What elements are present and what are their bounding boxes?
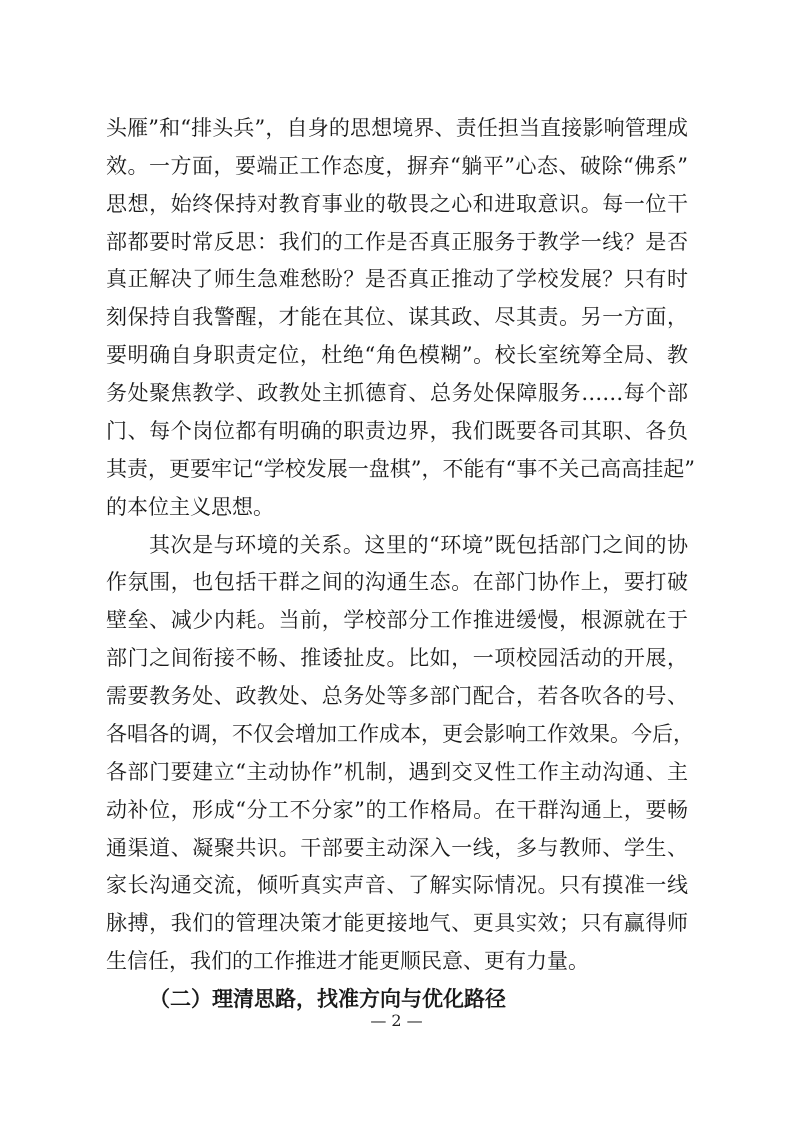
paragraph-line: 的本位主义思想。 [106,495,274,519]
paragraph-line: 家长沟通交流，倾听真实声音、了解实际情况。只有摸准一线 [106,873,688,897]
paragraph-line: 脉搏，我们的管理决策才能更接地气、更具实效；只有赢得师 [106,911,688,935]
section-heading: （二）理清思路，找准方向与优化路径 [149,986,506,1011]
paragraph-line: 通渠道、凝聚共识。干部要主动深入一线，多与教师、学生、 [106,836,688,860]
paragraph-line: 刻保持自我警醒，才能在其位、谋其政、尽其责。另一方面， [106,305,688,329]
paragraph-line: 真正解决了师生急难愁盼？是否真正推动了学校发展？只有时 [106,267,688,291]
paragraph-line: 各唱各的调，不仅会增加工作成本，更会影响工作效果。今后， [106,722,694,746]
paragraph-line: 其责，更要牢记“学校发展一盘棋”，不能有“事不关己高高挂起” [106,457,695,481]
paragraph-line: 效。一方面，要端正工作态度，摒弃“躺平”心态、破除“佛系” [106,154,688,178]
paragraph-line: 各部门要建立“主动协作”机制，遇到交叉性工作主动沟通、主 [106,760,688,784]
paragraph-line: 部门之间衔接不畅、推诿扯皮。比如，一项校园活动的开展， [106,646,688,670]
paragraph-line: 务处聚焦教学、政教处主抓德育、总务处保障服务……每个部 [106,381,688,405]
paragraph-line: 作氛围，也包括干群之间的沟通生态。在部门协作上，要打破 [106,570,688,594]
paragraph-line: 生信任，我们的工作推进才能更顺民意、更有力量。 [106,949,589,973]
paragraph-line: 需要教务处、政教处、总务处等多部门配合，若各吹各的号、 [106,684,688,708]
paragraph-line: 头雁”和“排头兵”，自身的思想境界、责任担当直接影响管理成 [106,116,688,140]
paragraph-line: 部都要时常反思：我们的工作是否真正服务于教学一线？是否 [106,230,688,254]
paragraph-line: 动补位，形成“分工不分家”的工作格局。在干群沟通上，要畅 [106,798,688,822]
paragraph-line: 其次是与环境的关系。这里的“环境”既包括部门之间的协 [149,533,688,557]
paragraph-line: 思想，始终保持对教育事业的敬畏之心和进取意识。每一位干 [106,192,688,216]
paragraph-line: 门、每个岗位都有明确的职责边界，我们既要各司其职、各负 [106,419,688,443]
page-number: — 2 — [370,1011,423,1030]
paragraph-line: 壁垒、减少内耗。当前，学校部分工作推进缓慢，根源就在于 [106,608,688,632]
paragraph-line: 要明确自身职责定位，杜绝“角色模糊”。校长室统筹全局、教 [106,343,688,367]
